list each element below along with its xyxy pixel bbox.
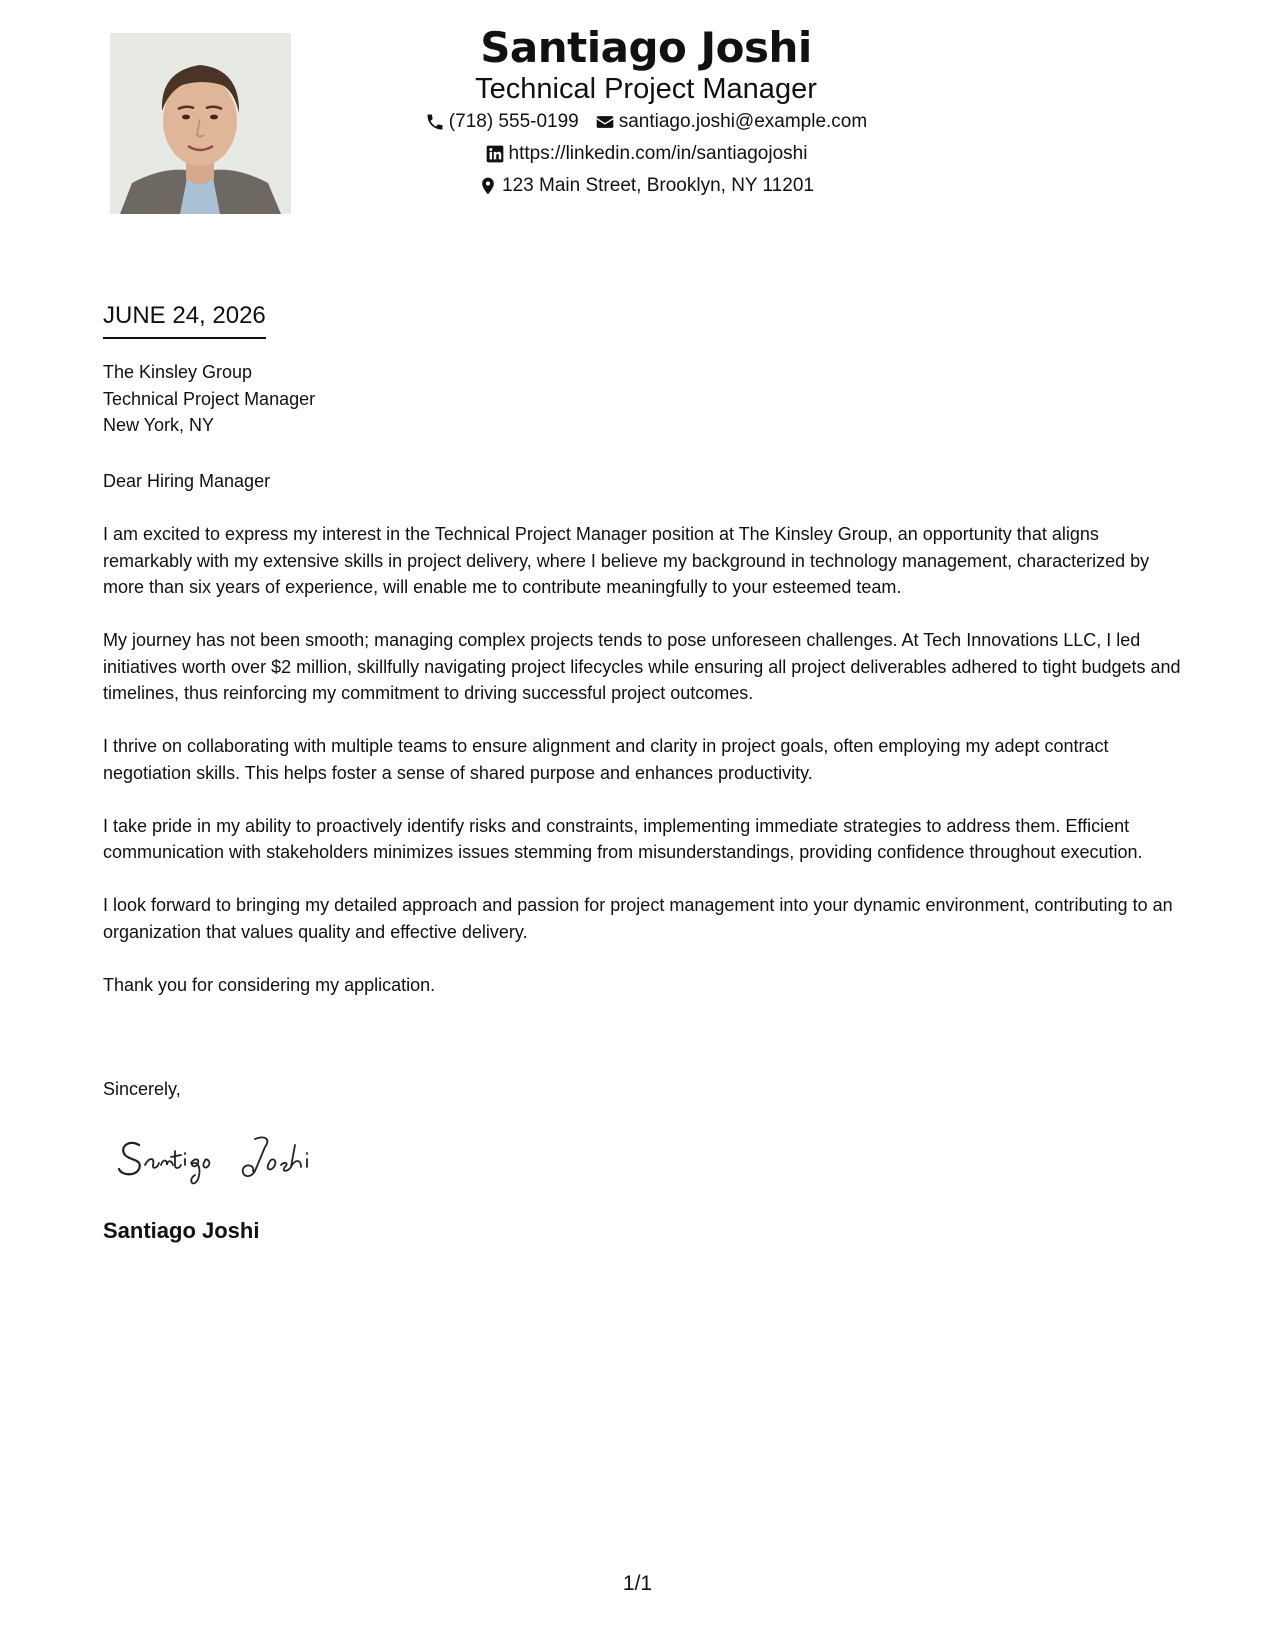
handwritten-signature	[115, 1125, 355, 1185]
body-paragraph: My journey has not been smooth; managing complex projects tends to pose unforeseen challenges. At Tech Innovations LLC, I led initiatives worth over $2 million, skillfully navigating project lifecycles while ensuring all project deliverables adhered to tight budgets and timelines, thus reinforcing my commitment to driving successful project outcomes.	[103, 630, 1181, 703]
phone-text: (718) 555-0199	[448, 111, 579, 132]
body-paragraph: Thank you for considering my application.	[103, 974, 436, 995]
phone-icon	[425, 112, 445, 132]
email-text[interactable]: santiago.joshi@example.com	[618, 111, 868, 132]
applicant-name: Santiago Joshi	[480, 23, 812, 72]
letter-date: JUNE 24, 2026	[103, 301, 266, 339]
body-paragraph: I take pride in my ability to proactively identify risks and constraints, implementing immediate strategies to address them. Efficient communication with stakeholders minimizes issues stemming from misunderstandings, providing confidence throughout execution.	[103, 815, 1143, 862]
salutation: Dear Hiring Manager	[103, 471, 271, 491]
contact-line-phone-email	[300, 106, 992, 138]
recipient-position: Technical Project Manager	[103, 388, 316, 409]
linkedin-text[interactable]: https://linkedin.com/in/santiagojoshi	[508, 143, 808, 164]
recipient-block	[103, 359, 1183, 439]
body-paragraph: I look forward to bringing my detailed approach and passion for project management into your dynamic environment, contributing to an organization that values quality and effective delivery.	[103, 895, 1173, 942]
linkedin-item[interactable]	[485, 138, 808, 170]
recipient-company: The Kinsley Group	[103, 362, 253, 382]
phone-item	[425, 106, 579, 138]
recipient-location: New York, NY	[103, 415, 215, 435]
applicant-title: Technical Project Manager	[475, 73, 817, 105]
contact-line-linkedin	[300, 138, 992, 170]
address-item	[478, 170, 814, 202]
map-pin-icon	[478, 176, 498, 196]
body-paragraph: I thrive on collaborating with multiple teams to ensure alignment and clarity in project goals, often employing my adept contract negotiation skills. This helps foster a sense of shared purpose and enhances productivity.	[103, 736, 1109, 783]
contact-line-address	[300, 170, 992, 202]
header	[300, 22, 992, 202]
linkedin-icon	[485, 144, 505, 164]
signer-name: Santiago Joshi	[103, 1218, 260, 1243]
address-text: 123 Main Street, Brooklyn, NY 11201	[502, 175, 814, 196]
letter-body	[103, 521, 1183, 1025]
profile-photo	[110, 33, 291, 214]
email-item[interactable]	[595, 106, 867, 138]
body-paragraph: I am excited to express my interest in the Technical Project Manager position at The Kinsley Group, an opportunity that aligns remarkably with my extensive skills in project delivery, where I believe my background in technology management, characterized by more than six years of experience, will enable me to contribute meaningfully to your esteemed team.	[103, 524, 1150, 597]
envelope-icon	[595, 112, 615, 132]
page-number: 1/1	[622, 1572, 653, 1595]
closing: Sincerely,	[103, 1079, 181, 1099]
